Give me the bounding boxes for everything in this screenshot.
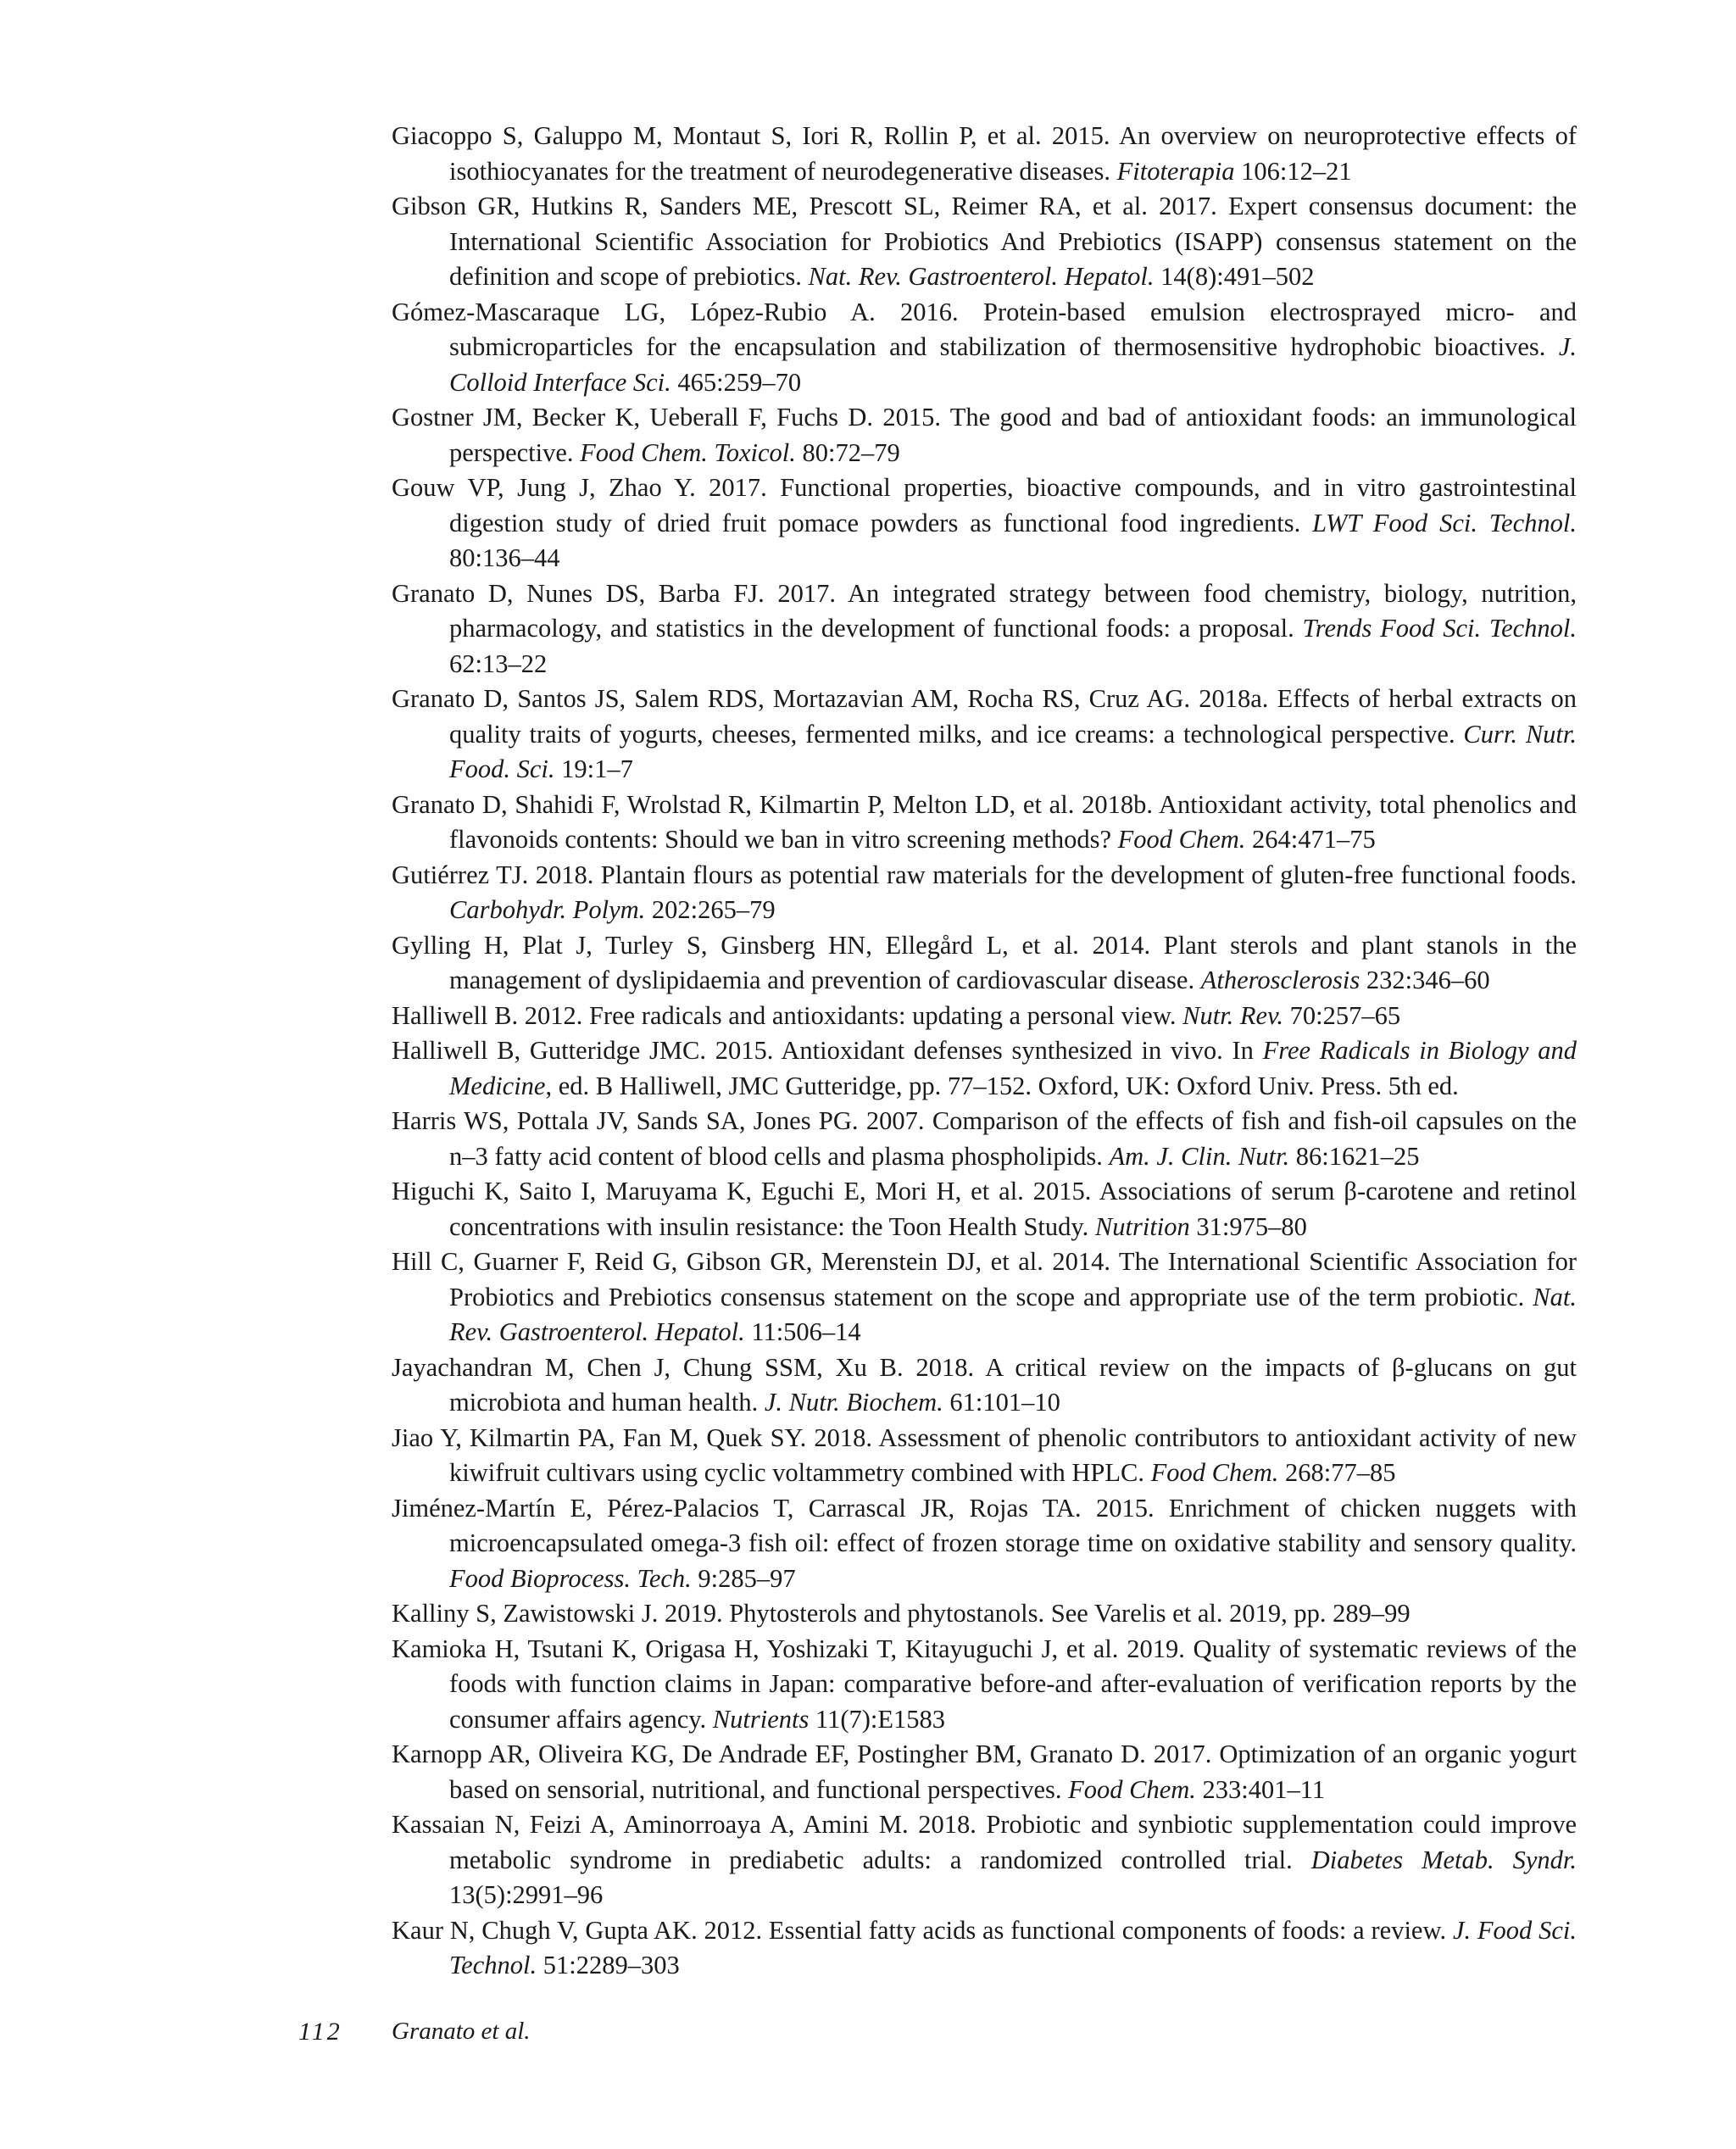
- reference-text: Kalliny S, Zawistowski J. 2019. Phytosterols and phytostanols. See Varelis et al. 2019, pp. 289–99: [392, 1599, 1410, 1628]
- reference-citation: 268:77–85: [1278, 1458, 1396, 1487]
- reference-citation: 61:101–10: [943, 1388, 1060, 1417]
- reference-journal: Food Chem.: [1150, 1458, 1279, 1487]
- reference-entry: [392, 1491, 1577, 1597]
- reference-citation: 11:506–14: [744, 1317, 861, 1346]
- reference-entry: [392, 858, 1577, 928]
- reference-text: Giacoppo S, Galuppo M, Montaut S, Iori R, Rollin P, et al. 2015. An overview on neuroprotective effects of isothiocyanates for the treatment of neurodegenerative diseases.: [392, 121, 1577, 186]
- reference-citation: 80:136–44: [449, 543, 560, 572]
- reference-text: Jiménez-Martín E, Pérez-Palacios T, Carrascal JR, Rojas TA. 2015. Enrichment of chicken nuggets with microencapsulated omega-3 fish oil: effect of frozen storage time on oxidative stability and sensory quality.: [392, 1493, 1577, 1557]
- reference-entry: [392, 1632, 1577, 1738]
- reference-citation: 11(7):E1583: [809, 1704, 946, 1734]
- reference-journal: Nat. Rev. Gastroenterol. Hepatol.: [449, 1282, 1577, 1346]
- reference-journal: Food Chem.: [1117, 825, 1246, 854]
- reference-text: Hill C, Guarner F, Reid G, Gibson GR, Merenstein DJ, et al. 2014. The International Scientific Association for Probiotics and Prebiotics consensus statement on the scope and appropriate use of the term probiotic.: [392, 1247, 1577, 1311]
- reference-journal: Diabetes Metab. Syndr.: [1310, 1845, 1577, 1874]
- reference-journal: J. Colloid Interface Sci.: [449, 332, 1577, 397]
- reference-citation: 70:257–65: [1283, 1000, 1401, 1030]
- reference-citation: 86:1621–25: [1289, 1141, 1420, 1171]
- reference-entry: [392, 928, 1577, 999]
- reference-citation: 80:72–79: [795, 437, 900, 467]
- reference-text: Gibson GR, Hutkins R, Sanders ME, Prescott SL, Reimer RA, et al. 2017. Expert consensus document: the International Scientific Association for Probiotics And Prebiotics (ISAPP) consensus statement on the definition and scope of prebiotics.: [392, 192, 1577, 291]
- reference-text: Halliwell B, Gutteridge JMC. 2015. Antioxidant defenses synthesized in vivo. In: [392, 1036, 1263, 1065]
- reference-journal: Nutrients: [712, 1704, 810, 1734]
- running-head: Granato et al.: [392, 2018, 531, 2045]
- reference-entry: [392, 400, 1577, 470]
- reference-text: Higuchi K, Saito I, Maruyama K, Eguchi E, Mori H, et al. 2015. Associations of serum β-carotene and retinol concentrations with insulin resistance: the Toon Health Study.: [392, 1177, 1577, 1241]
- reference-text: Granato D, Nunes DS, Barba FJ. 2017. An integrated strategy between food chemistry, biology, nutrition, pharmacology, and statistics in the development of functional foods: a proposal.: [392, 578, 1577, 643]
- reference-journal: Nutrition: [1094, 1211, 1190, 1241]
- reference-citation: 62:13–22: [449, 649, 548, 678]
- reference-journal: LWT Food Sci. Technol.: [1312, 508, 1577, 537]
- reference-citation: 106:12–21: [1234, 156, 1352, 186]
- reference-text: Kaur N, Chugh V, Gupta AK. 2012. Essential fatty acids as functional components of foods: a review.: [392, 1915, 1453, 1945]
- reference-entry: [392, 682, 1577, 788]
- reference-entry: [392, 1174, 1577, 1244]
- reference-entry: [392, 470, 1577, 576]
- reference-journal: Curr. Nutr. Food. Sci.: [449, 719, 1577, 783]
- reference-entry: [392, 1421, 1577, 1491]
- reference-entry: [392, 1737, 1577, 1807]
- reference-entry: [392, 1033, 1577, 1104]
- reference-citation: 19:1–7: [554, 754, 633, 783]
- reference-journal: Trends Food Sci. Technol.: [1302, 614, 1577, 643]
- reference-text: Kassaian N, Feizi A, Aminorroaya A, Amini M. 2018. Probiotic and synbiotic supplementation could improve metabolic syndrome in prediabetic adults: a randomized controlled trial.: [392, 1810, 1577, 1874]
- page-footer: [0, 2018, 1736, 2060]
- reference-citation: 13(5):2991–96: [449, 1880, 604, 1909]
- reference-citation: , ed. B Halliwell, JMC Gutteridge, pp. 77–152. Oxford, UK: Oxford Univ. Press. 5th ed.: [545, 1071, 1459, 1100]
- reference-journal: Atherosclerosis: [1200, 966, 1360, 994]
- reference-entry: [392, 1244, 1577, 1350]
- reference-citation: 232:346–60: [1360, 966, 1490, 994]
- reference-text: Jayachandran M, Chen J, Chung SSM, Xu B. 2018. A critical review on the impacts of β-glucans on gut microbiota and human health.: [392, 1352, 1577, 1417]
- reference-entry: [392, 576, 1577, 682]
- reference-entry: [392, 1104, 1577, 1174]
- reference-text: Gouw VP, Jung J, Zhao Y. 2017. Functional properties, bioactive compounds, and in vitro gastrointestinal digestion study of dried fruit pomace powders as functional food ingredients.: [392, 473, 1577, 537]
- reference-citation: 9:285–97: [691, 1563, 796, 1593]
- reference-journal: Nat. Rev. Gastroenterol. Hepatol.: [808, 262, 1155, 291]
- reference-entry: [392, 1596, 1577, 1632]
- reference-text: Jiao Y, Kilmartin PA, Fan M, Quek SY. 2018. Assessment of phenolic contributors to antioxidant activity of new kiwifruit cultivars using cyclic voltammetry combined with HPLC.: [392, 1422, 1577, 1487]
- reference-journal: J. Nutr. Biochem.: [764, 1388, 943, 1417]
- reference-text: Gostner JM, Becker K, Ueberall F, Fuchs D. 2015. The good and bad of antioxidant foods: an immunological perspective.: [392, 403, 1577, 467]
- reference-journal: Free Radicals in Biology and Medicine: [449, 1036, 1577, 1100]
- reference-list: [392, 119, 1577, 1984]
- reference-citation: 264:471–75: [1245, 825, 1376, 854]
- reference-journal: J. Food Sci. Technol.: [449, 1915, 1577, 1979]
- reference-entry: [392, 1807, 1577, 1913]
- reference-entry: [392, 189, 1577, 295]
- reference-text: Granato D, Santos JS, Salem RDS, Mortazavian AM, Rocha RS, Cruz AG. 2018a. Effects of herbal extracts on quality traits of yogurts, cheeses, fermented milks, and ice creams: a technological perspective.: [392, 684, 1577, 749]
- reference-text: Karnopp AR, Oliveira KG, De Andrade EF, Postingher BM, Granato D. 2017. Optimization of an organic yogurt based on sensorial, nutritional, and functional perspectives.: [392, 1740, 1577, 1804]
- reference-text: Harris WS, Pottala JV, Sands SA, Jones PG. 2007. Comparison of the effects of fish and fish-oil capsules on the n–3 fatty acid content of blood cells and plasma phospholipids.: [392, 1106, 1577, 1171]
- reference-entry: [392, 788, 1577, 858]
- reference-citation: 465:259–70: [670, 367, 802, 397]
- reference-entry: [392, 119, 1577, 189]
- reference-entry: [392, 999, 1577, 1034]
- reference-journal: Am. J. Clin. Nutr.: [1109, 1141, 1290, 1171]
- reference-entry: [392, 1913, 1577, 1984]
- reference-citation: 233:401–11: [1195, 1774, 1326, 1804]
- reference-text: Kamioka H, Tsutani K, Origasa H, Yoshizaki T, Kitayuguchi J, et al. 2019. Quality of systematic reviews of the foods with function claims in Japan: comparative before-and after-evaluation of verification reports by the consumer affairs agency.: [392, 1634, 1577, 1734]
- reference-citation: 31:975–80: [1189, 1211, 1307, 1241]
- reference-text: Gómez-Mascaraque LG, López-Rubio A. 2016. Protein-based emulsion electrosprayed micro- and submicroparticles for the encapsulation and stabilization of thermosensitive hydrophobic bioactives.: [392, 297, 1577, 361]
- reference-journal: Carbohydr. Polym.: [449, 895, 646, 924]
- reference-citation: 202:265–79: [645, 895, 776, 924]
- reference-journal: Nutr. Rev.: [1182, 1000, 1283, 1030]
- reference-entry: [392, 295, 1577, 401]
- reference-citation: 14(8):491–502: [1154, 262, 1315, 291]
- reference-citation: 51:2289–303: [537, 1951, 680, 1979]
- page-number: 112: [298, 2018, 342, 2046]
- reference-text: Gutiérrez TJ. 2018. Plantain flours as potential raw materials for the development of gluten-free functional foods.: [392, 860, 1577, 889]
- reference-text: Granato D, Shahidi F, Wrolstad R, Kilmartin P, Melton LD, et al. 2018b. Antioxidant activity, total phenolics and flavonoids contents: Should we ban in vitro screening methods?: [392, 789, 1577, 854]
- reference-journal: Fitoterapia: [1116, 156, 1235, 186]
- reference-entry: [392, 1350, 1577, 1421]
- reference-text: Halliwell B. 2012. Free radicals and antioxidants: updating a personal view.: [392, 1000, 1183, 1030]
- reference-journal: Food Chem. Toxicol.: [580, 437, 796, 467]
- reference-journal: Food Bioprocess. Tech.: [449, 1563, 692, 1593]
- reference-journal: Food Chem.: [1068, 1774, 1196, 1804]
- reference-text: Gylling H, Plat J, Turley S, Ginsberg HN, Ellegård L, et al. 2014. Plant sterols and plant stanols in the management of dyslipidaemia and prevention of cardiovascular disease.: [392, 930, 1577, 994]
